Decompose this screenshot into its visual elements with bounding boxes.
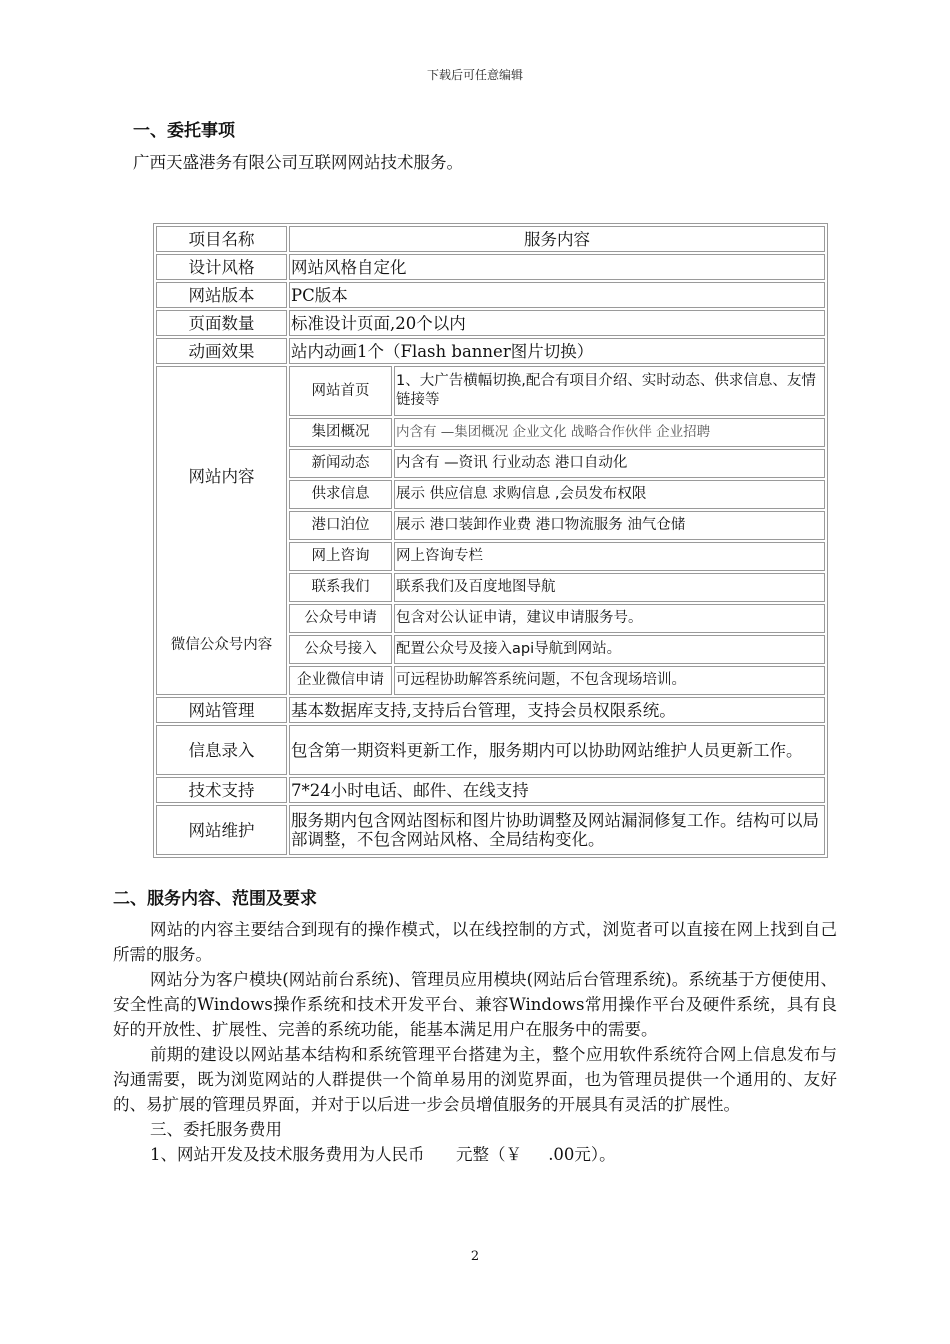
row-value: 网站风格自定化 <box>289 254 825 280</box>
table-row <box>156 777 825 803</box>
sub-value: 内含有 —资讯 行业动态 港口自动化 <box>394 449 825 478</box>
content-group-cell <box>156 366 287 695</box>
table-header-row <box>156 226 825 252</box>
sub-value: 网上咨询专栏 <box>394 542 825 571</box>
sub-label: 网上咨询 <box>289 542 392 571</box>
table-row <box>156 310 825 336</box>
row-label: 设计风格 <box>156 254 287 280</box>
row-value: PC版本 <box>289 282 825 308</box>
sub-value: 1、大广告横幅切换,配合有项目介绍、实时动态、供求信息、友情链接等 <box>394 366 825 416</box>
sub-value: 展示 供应信息 求购信息 ,会员发布权限 <box>394 480 825 509</box>
row-label: 页面数量 <box>156 310 287 336</box>
sub-label: 企业微信申请 <box>289 666 392 695</box>
sub-value: 展示 港口装卸作业费 港口物流服务 油气仓储 <box>394 511 825 540</box>
sub-value: 包含对公认证申请，建议申请服务号。 <box>394 604 825 633</box>
section-1-text: 广西天盛港务有限公司互联网网站技术服务。 <box>133 153 463 172</box>
table-row <box>156 725 825 775</box>
row-value: 服务期内包含网站图标和图片协助调整及网站漏洞修复工作。结构可以局部调整，不包含网站风格、全局结构变化。 <box>289 805 825 855</box>
sub-label: 集团概况 <box>289 418 392 447</box>
table-row <box>156 805 825 855</box>
row-value: 7*24小时电话、邮件、在线支持 <box>289 777 825 803</box>
section-2-body <box>113 917 837 1167</box>
section-3-title: 三、委托服务费用 <box>150 1120 282 1139</box>
row-value: 标准设计页面,20个以内 <box>289 310 825 336</box>
sub-label: 供求信息 <box>289 480 392 509</box>
header-value-cell: 服务内容 <box>289 226 825 252</box>
sub-label: 新闻动态 <box>289 449 392 478</box>
sub-label: 公众号接入 <box>289 635 392 664</box>
row-label: 网站版本 <box>156 282 287 308</box>
group-label-website: 网站内容 <box>188 467 255 486</box>
fee-line: 1、网站开发及技术服务费用为人民币 元整（￥ .00元）。 <box>150 1145 616 1164</box>
paragraph: 前期的建设以网站基本结构和系统管理平台搭建为主，整个应用软件系统符合网上信息发布与沟通需要，既为浏览网站的人群提供一个简单易用的浏览界面，也为管理员提供一个通用的、友好的、易扩展的管理员界面，并对于以后进一步会员增值服务的开展具有灵活的扩展性。 <box>113 1045 837 1114</box>
paragraph: 网站的内容主要结合到现有的操作模式，以在线控制的方式，浏览者可以直接在网上找到自己所需的服务。 <box>113 920 837 964</box>
sub-value: 联系我们及百度地图导航 <box>394 573 825 602</box>
table-row <box>156 338 825 364</box>
section-2-title: 二、服务内容、范围及要求 <box>113 889 317 909</box>
header-label-cell: 项目名称 <box>156 226 287 252</box>
sub-label: 港口泊位 <box>289 511 392 540</box>
row-label: 技术支持 <box>156 777 287 803</box>
row-label: 动画效果 <box>156 338 287 364</box>
table-row <box>156 282 825 308</box>
sub-label: 联系我们 <box>289 573 392 602</box>
section-1-title: 一、委托事项 <box>133 121 235 141</box>
row-value: 包含第一期资料更新工作，服务期内可以协助网站维护人员更新工作。 <box>289 725 825 775</box>
row-value: 基本数据库支持,支持后台管理，支持会员权限系统。 <box>289 697 825 723</box>
table-row <box>156 254 825 280</box>
sub-value: 内含有 —集团概况 企业文化 战略合作伙伴 企业招聘 <box>394 418 825 447</box>
sub-value: 可远程协助解答系统问题，不包含现场培训。 <box>394 666 825 695</box>
group-label-wechat: 微信公众号内容 <box>170 637 273 653</box>
row-label: 网站维护 <box>156 805 287 855</box>
sub-value: 配置公众号及接入api导航到网站。 <box>394 635 825 664</box>
sub-label: 网站首页 <box>289 366 392 416</box>
paragraph: 网站分为客户模块(网站前台系统)、管理员应用模块(网站后台管理系统)。系统基于方便使用、安全性高的Windows操作系统和技术开发平台、兼容Windows常用操作平台及硬件系统，具有良好的开放性、扩展性、完善的系统功能，能基本满足用户在服务中的需要。 <box>113 970 837 1039</box>
page-number: 2 <box>470 1249 480 1264</box>
service-table <box>153 223 828 858</box>
sub-label: 公众号申请 <box>289 604 392 633</box>
row-label: 信息录入 <box>156 725 287 775</box>
table-row <box>156 697 825 723</box>
page-header: 下载后可任意编辑 <box>426 68 523 82</box>
row-value: 站内动画1个（Flash banner图片切换） <box>289 338 825 364</box>
row-label: 网站管理 <box>156 697 287 723</box>
table-row <box>156 366 825 416</box>
